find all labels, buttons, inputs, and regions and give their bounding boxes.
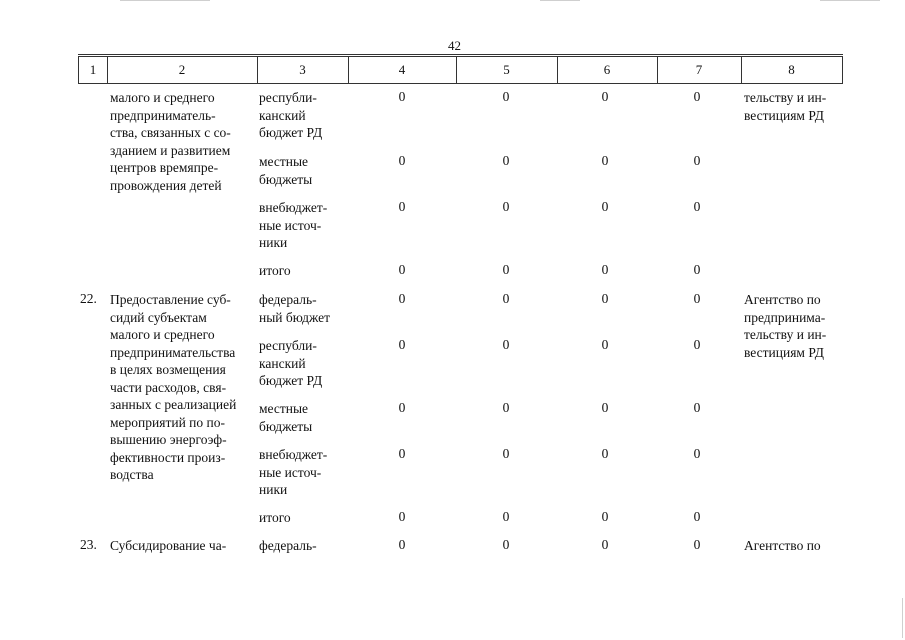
scan-edge-mark (820, 0, 880, 1)
source-republican: республи- канский бюджет РД (259, 338, 323, 388)
source-extrabudgetary: внебюджет- ные источ- ники (259, 447, 328, 497)
source-federal: федераль- (259, 538, 317, 553)
value-col4: 0 (398, 537, 406, 552)
header-col-1: 1 (79, 57, 108, 83)
value-col7: 0 (693, 446, 701, 461)
source-total: итого (259, 263, 291, 278)
value-col5: 0 (502, 509, 510, 524)
value-col6: 0 (601, 262, 609, 277)
value-col5: 0 (502, 89, 510, 104)
source-federal: федераль- ный бюджет (259, 292, 331, 325)
header-col-3: 3 (257, 57, 349, 83)
value-col4: 0 (398, 509, 406, 524)
value-col4: 0 (398, 153, 406, 168)
value-col6: 0 (601, 337, 609, 352)
value-col4: 0 (398, 291, 406, 306)
value-col7: 0 (693, 291, 701, 306)
table-header (78, 56, 843, 84)
header-col-2: 2 (107, 57, 258, 83)
value-col7: 0 (693, 509, 701, 524)
page-number: 42 (448, 38, 461, 53)
source-total: итого (259, 510, 291, 525)
value-col4: 0 (398, 262, 406, 277)
item-number: 22. (80, 291, 97, 306)
continuation-description: малого и среднего предприниматель- ства, связанных с со- зданием и развитием центров времяпре- провождения детей (110, 90, 231, 193)
value-col6: 0 (601, 153, 609, 168)
value-col7: 0 (693, 153, 701, 168)
continuation-executor: тельству и ин- вестициям РД (744, 90, 827, 123)
value-col7: 0 (693, 199, 701, 214)
source-local: местные бюджеты (259, 401, 313, 434)
header-col-5: 5 (456, 57, 558, 83)
item-description: Субсидирование ча- (110, 538, 227, 553)
value-col6: 0 (601, 199, 609, 214)
value-col6: 0 (601, 400, 609, 415)
value-col5: 0 (502, 262, 510, 277)
value-col5: 0 (502, 153, 510, 168)
source-local: местные бюджеты (259, 154, 313, 187)
item-description: Предоставление суб- сидий субъектам малого и среднего предпринимательства в целях возмещения части расходов, свя- занных с реализацией мероприятий по по- вышению энергоэф- фективности произ- водства (110, 292, 237, 482)
value-col7: 0 (693, 400, 701, 415)
scan-edge-mark (902, 598, 903, 638)
table-top-rule (78, 54, 843, 55)
value-col5: 0 (502, 291, 510, 306)
value-col6: 0 (601, 291, 609, 306)
value-col6: 0 (601, 537, 609, 552)
value-col7: 0 (693, 537, 701, 552)
value-col7: 0 (693, 89, 701, 104)
header-col-8: 8 (788, 62, 795, 77)
value-col4: 0 (398, 337, 406, 352)
value-col6: 0 (601, 509, 609, 524)
value-col4: 0 (398, 89, 406, 104)
item-number: 23. (80, 537, 97, 552)
value-col6: 0 (601, 446, 609, 461)
value-col5: 0 (502, 199, 510, 214)
value-col6: 0 (601, 89, 609, 104)
value-col4: 0 (398, 446, 406, 461)
value-col4: 0 (398, 199, 406, 214)
scan-edge-mark (120, 0, 210, 1)
value-col5: 0 (502, 446, 510, 461)
header-col-6: 6 (557, 57, 658, 83)
value-col5: 0 (502, 400, 510, 415)
header-col-4: 4 (348, 57, 457, 83)
scan-edge-mark (540, 0, 580, 1)
source-extrabudgetary: внебюджет- ные источ- ники (259, 200, 328, 250)
value-col7: 0 (693, 337, 701, 352)
header-col-7: 7 (657, 57, 742, 83)
item-executor: Агентство по предпринима- тельству и ин- вестициям РД (744, 292, 827, 360)
source-republican: республи- канский бюджет РД (259, 90, 323, 140)
value-col5: 0 (502, 537, 510, 552)
value-col4: 0 (398, 400, 406, 415)
item-executor: Агентство по (744, 538, 821, 553)
value-col7: 0 (693, 262, 701, 277)
value-col5: 0 (502, 337, 510, 352)
